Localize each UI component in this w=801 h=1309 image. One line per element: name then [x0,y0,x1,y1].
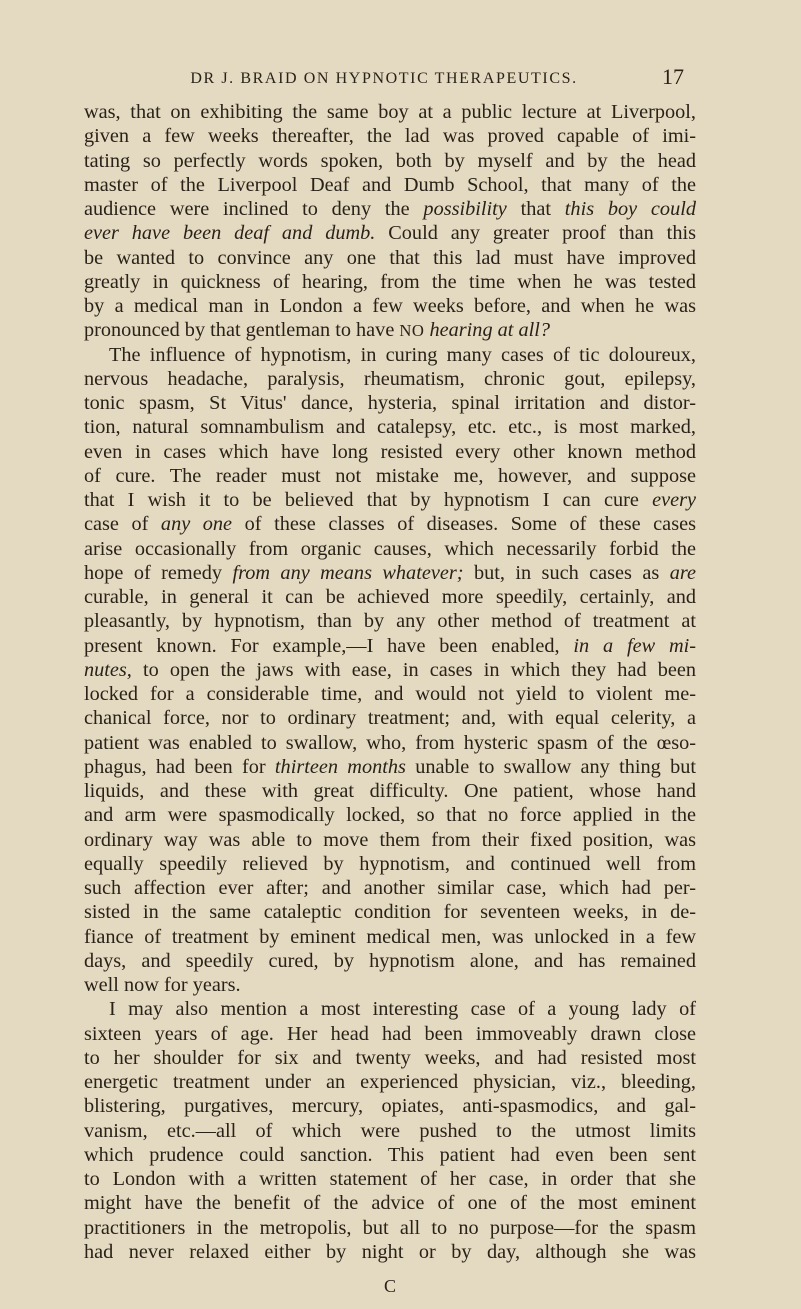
text-line: of cure. The reader must not mistake me, however, and suppose [84,464,696,487]
text-line: tating so perfectly words spoken, both by myself and by the head [84,149,696,172]
text-line: phagus, had been for thirteen months unable to swallow any thing but [84,755,696,778]
text-line: case of any one of these classes of diseases. Some of these cases [84,513,696,536]
text-line: pronounced by that gentleman to have NO hearing at all? [84,319,551,342]
text-line: ordinary way was able to move them from their fixed position, was [84,828,696,851]
text-line: present known. For example,—I have been enabled, in a few mi- [84,634,696,657]
text-line: had never relaxed either by night or by day, although she was [84,1240,696,1263]
text-line: be wanted to convince any one that this lad must have improved [84,246,696,269]
text-line: nutes, to open the jaws with ease, in cases in which they had been [84,658,696,681]
paragraph-start-line: I may also mention a most interesting case of a young lady of [109,998,696,1021]
text-line: greatly in quickness of hearing, from the time when he was tested [84,270,696,293]
text-line: to her shoulder for six and twenty weeks, and had resisted most [84,1046,696,1069]
text-line: days, and speedily cured, by hypnotism alone, and has remained [84,949,696,972]
text-line: pleasantly, by hypnotism, than by any other method of treatment at [84,610,696,633]
text-line: which prudence could sanction. This patient had even been sent [84,1143,696,1166]
running-title: DR J. BRAID ON HYPNOTIC THERAPEUTICS. [190,70,578,87]
text-line: sixteen years of age. Her head had been immoveably drawn close [84,1022,696,1045]
text-line: might have the benefit of the advice of one of the most eminent [84,1192,696,1215]
body-text [84,100,696,1264]
text-line: blistering, purgatives, mercury, opiates, anti-spasmodics, and gal- [84,1095,696,1118]
paragraph-start-line: The influence of hypnotism, in curing many cases of tic doloureux, [109,343,696,366]
text-line: even in cases which have long resisted every other known method [84,440,696,463]
text-line: equally speedily relieved by hypnotism, and continued well from [84,852,696,875]
text-line: tion, natural somnambulism and catalepsy, etc. etc., is most marked, [84,416,696,439]
text-line: sisted in the same cataleptic condition for seventeen weeks, in de- [84,901,696,924]
text-line: curable, in general it can be achieved more speedily, certainly, and [84,586,696,608]
text-line: to London with a written statement of her case, in order that she [84,1168,696,1190]
page-number: 17 [662,64,684,89]
text-line: chanical force, nor to ordinary treatment; and, with equal celerity, a [84,707,696,730]
text-line: by a medical man in London a few weeks before, and when he was [84,295,696,317]
text-line: arise occasionally from organic causes, which necessarily forbid the [84,537,696,560]
text-line: and arm were spasmodically locked, so that no force applied in the [84,804,696,827]
text-line: ever have been deaf and dumb. Could any greater proof than this [84,222,696,245]
text-line: well now for years. [84,974,241,996]
text-line: nervous headache, paralysis, rheumatism, chronic gout, epilepsy, [84,367,696,390]
text-line: practitioners in the metropolis, but all to no purpose—for the spasm [84,1216,696,1239]
text-line: such affection ever after; and another similar case, which had per- [84,877,696,899]
text-line: was, that on exhibiting the same boy at a public lecture at Liverpool, [84,101,696,123]
text-line: liquids, and these with great difficulty. One patient, whose hand [84,780,696,802]
text-line: that I wish it to be believed that by hypnotism I can cure every [84,489,696,511]
text-line: fiance of treatment by eminent medical men, was unlocked in a few [84,925,696,948]
text-line: hope of remedy from any means whatever; but, in such cases as are [84,561,696,584]
text-line: vanism, etc.—all of which were pushed to the utmost limits [84,1119,696,1142]
text-line: audience were inclined to deny the possibility that this boy could [84,198,696,220]
text-line: locked for a considerable time, and would not yield to violent me- [84,683,696,705]
signature-mark: C [384,1276,397,1296]
text-line: given a few weeks thereafter, the lad was proved capable of imi- [84,125,696,148]
text-line: energetic treatment under an experienced physician, viz., bleeding, [84,1071,696,1093]
text-line: master of the Liverpool Deaf and Dumb School, that many of the [84,173,696,196]
text-line: patient was enabled to swallow, who, from hysteric spasm of the œso- [84,731,696,754]
text-line: tonic spasm, St Vitus' dance, hysteria, spinal irritation and distor- [84,392,696,414]
